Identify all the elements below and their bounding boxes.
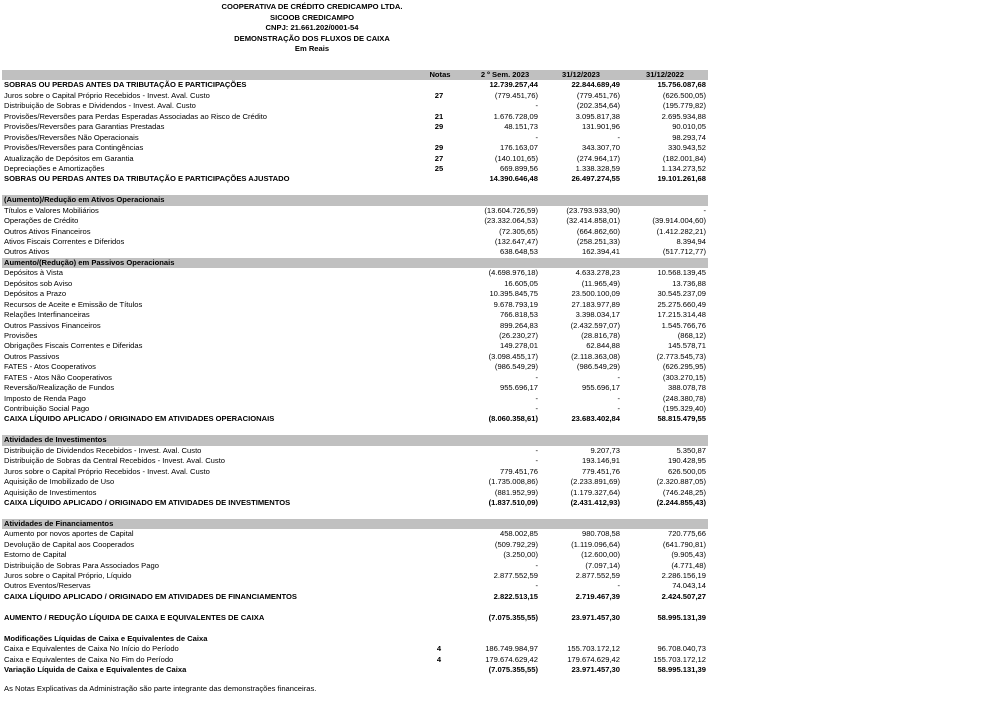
row-value-0: - — [535, 560, 538, 570]
row-value-0: (72.305,65) — [499, 226, 538, 236]
row-value-0: 955.696,17 — [499, 383, 538, 393]
row-value-1: - — [617, 132, 620, 142]
column-header-2sem-2023: 2 º Sem. 2023 — [480, 70, 530, 79]
table-row — [2, 456, 708, 466]
table-row — [2, 529, 708, 539]
row-value-1: 2.719.467,39 — [575, 591, 620, 601]
row-value-2: (517.712,77) — [662, 247, 706, 257]
row-value-0: 638.648,53 — [499, 247, 538, 257]
row-value-0: 10.395.845,75 — [489, 289, 538, 299]
row-value-1: 27.183.977,89 — [571, 299, 620, 309]
row-value-1: (1.119.096,64) — [571, 539, 620, 549]
table-row — [2, 133, 708, 143]
row-value-0: - — [535, 393, 538, 403]
row-value-2: (626.500,05) — [662, 90, 706, 100]
row-value-0: (3.250,00) — [503, 550, 538, 560]
row-value-1: (779.451,76) — [576, 90, 620, 100]
row-label: Ativos Fiscais Correntes e Diferidos — [4, 237, 125, 246]
row-value-0: 899.264,83 — [499, 320, 538, 330]
row-label: Distribuição de Sobras da Central Recebidos - Invest. Aval. Custo — [4, 456, 226, 466]
row-note: 25 — [434, 163, 444, 173]
row-value-1: 343.307,70 — [581, 143, 620, 153]
row-value-0: 14.390.646,48 — [489, 174, 538, 184]
row-value-0: 186.749.984,97 — [485, 644, 538, 654]
subtotal-row — [2, 592, 708, 602]
row-label: Juros sobre o Capital Próprio Recebidos - Invest. Aval. Custo — [4, 466, 210, 476]
row-value-2: 2.424.507,27 — [661, 591, 706, 601]
row-label: Outros Eventos/Reservas — [4, 581, 91, 591]
row-value-1: (2.233.891,69) — [570, 477, 620, 487]
row-value-2: 720.775,66 — [667, 529, 706, 539]
table-row — [2, 404, 708, 414]
row-value-1: 162.394,41 — [581, 247, 620, 257]
row-value-1: 23.683.402,84 — [571, 414, 620, 424]
row-value-1: 980.708,58 — [581, 529, 620, 539]
row-note: 27 — [434, 90, 444, 100]
row-value-2: 58.815.479,55 — [657, 414, 706, 424]
row-value-2: 30.545.237,09 — [657, 289, 706, 299]
table-row — [2, 540, 708, 550]
row-note: 29 — [434, 143, 444, 153]
table-row — [2, 321, 708, 331]
row-label: Caixa e Equivalentes de Caixa No Início do Período — [4, 644, 179, 654]
company-name: COOPERATIVA DE CRÉDITO CREDICAMPO LTDA. — [221, 2, 403, 11]
row-value-0: (7.075.355,55) — [488, 612, 538, 622]
row-value-0: - — [535, 372, 538, 382]
row-value-1: - — [617, 581, 620, 591]
row-label: CAIXA LÍQUIDO APLICADO / ORIGINADO EM ATIVIDADES DE FINANCIAMENTOS — [4, 591, 297, 601]
row-label: Depreciações e Amortizações — [4, 163, 105, 173]
row-label: Títulos e Valores Mobiliários — [4, 205, 99, 215]
subtotal-row — [2, 634, 708, 644]
row-label: Caixa e Equivalentes de Caixa No Fim do Período — [4, 654, 174, 664]
row-value-2: (248.380,78) — [662, 393, 706, 403]
row-label: SOBRAS OU PERDAS ANTES DA TRIBUTAÇÃO E PARTICIPAÇÕES — [4, 80, 247, 90]
table-row — [2, 279, 708, 289]
row-value-1: 955.696,17 — [581, 383, 620, 393]
row-label: Relações Interfinanceiras — [4, 310, 90, 320]
row-value-2: (195.779,82) — [662, 101, 706, 111]
row-value-2: 190.428,95 — [667, 456, 706, 466]
row-label: CAIXA LÍQUIDO APLICADO / ORIGINADO EM ATIVIDADES OPERACIONAIS — [4, 414, 275, 424]
row-value-0: - — [535, 456, 538, 466]
row-value-2: (1.412.282,21) — [656, 226, 706, 236]
cash-flow-table — [2, 70, 708, 675]
row-value-2: 5.350,87 — [676, 445, 706, 455]
row-value-2: (195.329,40) — [662, 404, 706, 413]
row-value-0: 16.605,05 — [504, 278, 538, 288]
row-value-2: 2.286.156,19 — [661, 571, 706, 580]
row-value-0: (7.075.355,55) — [488, 664, 538, 674]
table-row — [2, 550, 708, 560]
row-value-0: (13.604.726,59) — [484, 205, 538, 215]
section-label: (Aumento)/Redução em Ativos Operacionais — [4, 195, 165, 205]
row-value-0: 1.676.728,09 — [493, 111, 538, 121]
row-label: Outros Ativos Financeiros — [4, 226, 91, 236]
row-value-0: 2.822.513,15 — [493, 591, 538, 601]
table-row — [2, 561, 708, 571]
table-row — [2, 362, 708, 372]
row-note: 21 — [434, 111, 444, 121]
row-value-0: 48.151,73 — [504, 122, 538, 132]
row-value-1: (23.793.933,90) — [566, 205, 620, 215]
row-note: 4 — [436, 654, 442, 664]
row-value-2: 58.995.131,39 — [657, 664, 706, 674]
row-label: Juros sobre o Capital Próprio, Líquido — [4, 571, 132, 580]
table-row — [2, 268, 708, 278]
row-value-2: 13.736,88 — [672, 278, 706, 288]
row-value-1: 23.971.457,30 — [571, 664, 620, 674]
row-value-1: - — [617, 393, 620, 403]
row-label: CAIXA LÍQUIDO APLICADO / ORIGINADO EM ATIVIDADES DE INVESTIMENTOS — [4, 497, 291, 507]
currency-unit: Em Reais — [294, 44, 330, 54]
row-label: Aquisição de Investimentos — [4, 487, 97, 497]
spacer-row — [2, 623, 708, 633]
row-label: SOBRAS OU PERDAS ANTES DA TRIBUTAÇÃO E PARTICIPAÇÕES AJUSTADO — [4, 174, 290, 184]
report-title: DEMONSTRAÇÃO DOS FLUXOS DE CAIXA — [234, 33, 390, 43]
spacer-row — [2, 508, 708, 518]
row-value-0: 458.002,85 — [499, 529, 538, 539]
subtotal-row — [2, 665, 708, 675]
row-value-0: (1.837.510,09) — [488, 497, 538, 507]
subtotal-row — [2, 80, 708, 90]
row-value-1: (986.549,29) — [576, 362, 620, 372]
row-value-1: (28.816,78) — [581, 330, 620, 340]
table-row — [2, 101, 708, 111]
row-value-0: - — [535, 132, 538, 142]
section-header-row — [2, 195, 708, 205]
row-value-2: 145.578,71 — [667, 341, 706, 351]
cnpj: CNPJ: 21.661.202/0001-54 — [265, 23, 359, 33]
row-value-2: 10.568.139,45 — [657, 268, 706, 278]
row-value-0: 766.818,53 — [499, 310, 538, 320]
row-label: Reversão/Realização de Fundos — [4, 383, 115, 393]
row-label: FATES - Atos Cooperativos — [4, 362, 96, 372]
row-value-2: 388.078,78 — [667, 383, 706, 393]
row-label: Contribuição Social Pago — [4, 404, 90, 413]
row-value-1: 2.877.552,59 — [575, 571, 620, 580]
table-row — [2, 206, 708, 216]
row-value-0: (8.060.358,61) — [488, 414, 538, 424]
row-value-2: (39.914.004,60) — [652, 216, 706, 226]
row-value-2: (2.773.545,73) — [656, 351, 706, 361]
row-value-0: (140.101,65) — [494, 153, 538, 163]
row-value-2: 1.134.273,52 — [661, 163, 706, 173]
row-label: Distribuição de Sobras e Dividendos - Invest. Aval. Custo — [4, 101, 196, 111]
table-row — [2, 310, 708, 320]
row-value-1: (12.600,00) — [581, 550, 620, 560]
row-label: Juros sobre o Capital Próprio Recebidos - Invest. Aval. Custo — [4, 90, 210, 100]
row-value-0: 2.877.552,59 — [493, 571, 538, 580]
row-value-1: 23.500.100,09 — [571, 289, 620, 299]
row-value-2: (2.244.855,43) — [656, 497, 706, 507]
section-header-row — [2, 519, 708, 529]
row-value-2: (9.905,43) — [671, 550, 706, 560]
row-value-0: (986.549,29) — [494, 362, 538, 372]
row-note: 29 — [434, 122, 444, 132]
table-row — [2, 571, 708, 581]
table-row — [2, 91, 708, 101]
brand-name: SICOOB CREDICAMPO — [270, 12, 354, 22]
row-value-1: 4.633.278,23 — [575, 268, 620, 278]
row-label: Operações de Crédito — [4, 216, 79, 226]
table-row — [2, 644, 708, 654]
table-row — [2, 289, 708, 299]
row-label: Provisões/Reversões Não Operacionais — [4, 132, 139, 142]
row-value-0: - — [535, 404, 538, 413]
row-value-1: 1.338.328,59 — [575, 163, 620, 173]
row-value-2: (2.320.887,05) — [656, 477, 706, 487]
row-value-0: - — [535, 445, 538, 455]
section-header-row — [2, 258, 708, 268]
row-value-0: 179.674.629,42 — [485, 654, 538, 664]
row-value-1: 62.844,88 — [586, 341, 620, 351]
table-row — [2, 216, 708, 226]
row-value-2: (4.771,48) — [671, 560, 706, 570]
spacer-row — [2, 602, 708, 612]
column-header-2022: 31/12/2022 — [645, 70, 684, 79]
column-header-notas: Notas — [429, 70, 451, 79]
row-value-0: 176.163,07 — [499, 143, 538, 153]
row-label: Outros Passivos — [4, 351, 60, 361]
table-row — [2, 352, 708, 362]
row-value-1: (664.862,60) — [576, 226, 620, 236]
table-row — [2, 373, 708, 383]
row-value-2: 74.043,14 — [672, 581, 706, 591]
row-value-2: 626.500,05 — [667, 466, 706, 476]
row-label: Aumento por novos aportes de Capital — [4, 529, 134, 539]
row-value-1: (11.965,49) — [581, 278, 620, 288]
row-value-0: (1.735.008,86) — [488, 477, 538, 487]
row-value-1: 179.674.629,42 — [567, 654, 620, 664]
row-label: Provisões/Reversões para Garantias Prestadas — [4, 122, 165, 132]
row-value-1: (202.354,64) — [576, 101, 620, 111]
spacer-row — [2, 185, 708, 195]
row-value-1: 23.971.457,30 — [571, 612, 620, 622]
row-value-0: (23.332.064,53) — [484, 216, 538, 226]
row-value-1: (2.431.412,93) — [570, 497, 620, 507]
row-value-2: 58.995.131,39 — [657, 612, 706, 622]
spacer-row — [2, 425, 708, 435]
row-label: Outros Passivos Financeiros — [4, 320, 101, 330]
subtotal-row — [2, 613, 708, 623]
table-row — [2, 488, 708, 498]
row-value-0: 669.899,56 — [499, 163, 538, 173]
section-label: Atividades de Financiamentos — [4, 518, 114, 528]
row-value-1: 26.497.274,55 — [571, 174, 620, 184]
subtotal-row — [2, 498, 708, 508]
row-value-2: 90.010,05 — [672, 122, 706, 132]
table-row — [2, 655, 708, 665]
row-value-1: 9.207,73 — [590, 445, 620, 455]
row-value-1: 3.095.817,38 — [575, 111, 620, 121]
row-value-2: - — [703, 205, 706, 215]
row-label: Recursos de Aceite e Emissão de Títulos — [4, 299, 143, 309]
table-row — [2, 227, 708, 237]
row-value-0: - — [535, 101, 538, 111]
row-label: Aquisição de Imobilizado de Uso — [4, 477, 115, 487]
row-label: Variação Líquida de Caixa e Equivalentes de Caixa — [4, 664, 187, 674]
row-value-1: (274.964,17) — [576, 153, 620, 163]
row-label: Provisões — [4, 330, 38, 340]
subtotal-row — [2, 174, 708, 184]
table-row — [2, 112, 708, 122]
row-value-2: (641.790,81) — [662, 539, 706, 549]
row-value-0: 9.678.793,19 — [493, 299, 538, 309]
row-value-0: (3.098.455,17) — [488, 351, 538, 361]
row-value-2: (303.270,15) — [662, 372, 706, 382]
row-note: 4 — [436, 644, 442, 654]
row-value-1: (7.097,14) — [585, 560, 620, 570]
row-label: Modificações Líquidas de Caixa e Equivalentes de Caixa — [4, 633, 208, 643]
row-value-1: 3.398.034,17 — [575, 310, 620, 320]
row-value-1: 22.844.689,49 — [571, 80, 620, 90]
row-label: Outros Ativos — [4, 247, 50, 257]
row-label: Provisões/Reversões para Perdas Esperadas Associadas ao Risco de Crédito — [4, 111, 267, 121]
row-value-1: 779.451,76 — [581, 466, 620, 476]
footer-note: As Notas Explicativas da Administração são parte integrante das demonstrações financeiras. — [4, 684, 317, 693]
row-value-2: 17.215.314,48 — [657, 310, 706, 320]
row-value-0: (132.647,47) — [494, 237, 538, 246]
row-value-1: - — [617, 372, 620, 382]
row-value-0: (779.451,76) — [494, 90, 538, 100]
row-value-0: 779.451,76 — [499, 466, 538, 476]
row-label: Provisões/Reversões para Contingências — [4, 143, 144, 153]
row-value-2: (182.001,84) — [662, 153, 706, 163]
row-value-2: 15.756.087,68 — [657, 80, 706, 90]
row-value-2: (868,12) — [677, 330, 706, 340]
table-row — [2, 341, 708, 351]
row-value-2: (626.295,95) — [662, 362, 706, 372]
row-value-2: 25.275.660,49 — [657, 299, 706, 309]
row-value-1: (2.118.363,08) — [571, 351, 620, 361]
column-header-2023: 31/12/2023 — [561, 70, 600, 79]
table-row — [2, 247, 708, 257]
row-value-1: 155.703.172,12 — [567, 644, 620, 654]
row-label: Depósitos à Vista — [4, 268, 63, 278]
table-row — [2, 122, 708, 132]
row-value-2: (746.248,25) — [662, 487, 706, 497]
row-label: Distribuição de Dividendos Recebidos - Invest. Aval. Custo — [4, 445, 202, 455]
table-row — [2, 331, 708, 341]
row-value-0: 149.278,01 — [499, 341, 538, 351]
row-label: FATES - Atos Não Cooperativos — [4, 372, 112, 382]
row-value-1: 131.901,96 — [581, 122, 620, 132]
row-value-1: (1.179.327,64) — [570, 487, 620, 497]
row-value-2: 330.943,52 — [667, 143, 706, 153]
row-value-0: (4.698.976,18) — [488, 268, 538, 278]
row-value-2: 1.545.766,76 — [661, 320, 706, 330]
report-header — [112, 2, 512, 55]
row-value-0: (881.952,99) — [494, 487, 538, 497]
table-row — [2, 394, 708, 404]
section-label: Atividades de Investimentos — [4, 435, 107, 445]
row-label: Atualização de Depósitos em Garantia — [4, 153, 134, 163]
table-row — [2, 383, 708, 393]
row-label: Distribuição de Sobras Para Associados Pago — [4, 560, 159, 570]
table-row — [2, 143, 708, 153]
row-label: Depósitos a Prazo — [4, 289, 67, 299]
section-header-row — [2, 435, 708, 445]
section-label: Aumento/(Redução) em Passivos Operacionais — [4, 257, 175, 267]
row-label: Obrigações Fiscais Correntes e Diferidas — [4, 341, 143, 351]
row-value-1: (2.432.597,07) — [570, 320, 620, 330]
row-label: AUMENTO / REDUÇÃO LÍQUIDA DE CAIXA E EQUIVALENTES DE CAIXA — [4, 612, 265, 622]
row-label: Depósitos sob Aviso — [4, 278, 73, 288]
table-row — [2, 300, 708, 310]
row-value-1: (32.414.858,01) — [566, 216, 620, 226]
row-label: Estorno de Capital — [4, 550, 67, 560]
table-row — [2, 467, 708, 477]
row-note: 27 — [434, 153, 444, 163]
row-value-1: (258.251,33) — [576, 237, 620, 246]
table-row — [2, 446, 708, 456]
row-value-1: - — [617, 404, 620, 413]
table-header-row — [2, 70, 708, 80]
row-value-0: 12.739.257,44 — [489, 80, 538, 90]
row-value-2: 96.708.040,73 — [657, 644, 706, 654]
table-row — [2, 581, 708, 591]
row-value-2: 98.293,74 — [672, 132, 706, 142]
subtotal-row — [2, 414, 708, 424]
row-value-2: 155.703.172,12 — [653, 654, 706, 664]
row-value-2: 8.394,94 — [676, 237, 706, 246]
row-label: Imposto de Renda Pago — [4, 393, 86, 403]
row-value-0: (26.230,27) — [499, 330, 538, 340]
table-row — [2, 477, 708, 487]
row-value-0: (509.792,29) — [494, 539, 538, 549]
table-row — [2, 237, 708, 247]
table-row — [2, 154, 708, 164]
row-value-2: 2.695.934,88 — [661, 111, 706, 121]
row-value-1: 193.146,91 — [581, 456, 620, 466]
row-value-0: - — [535, 581, 538, 591]
row-value-2: 19.101.261,68 — [657, 174, 706, 184]
row-label: Devolução de Capital aos Cooperados — [4, 539, 135, 549]
table-row — [2, 164, 708, 174]
